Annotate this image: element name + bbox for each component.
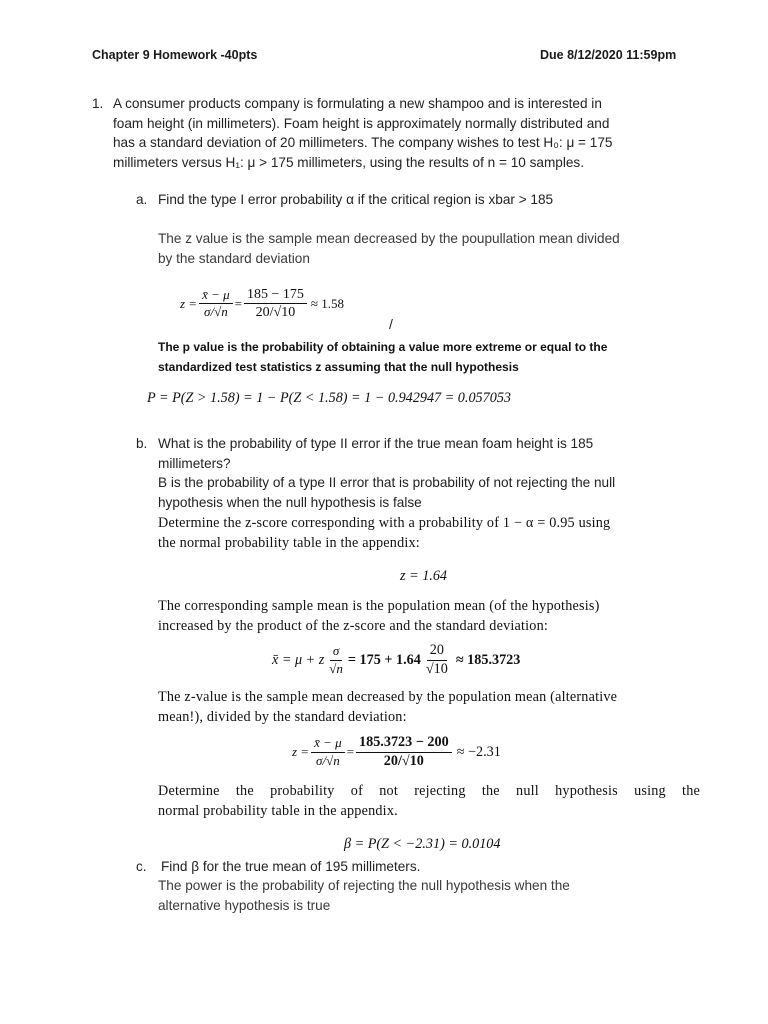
- z-equation-a: [180, 287, 344, 321]
- definition-line: The p value is the probability of obtaining a value more extreme or equal to the: [158, 340, 608, 354]
- z-score-instruction: [158, 513, 610, 553]
- p-equation: P = P(Z > 1.58) = 1 − P(Z < 1.58) = 1 − 0.942947 = 0.057053: [147, 390, 512, 406]
- probability-instruction-line2: normal probability table in the appendix.: [158, 803, 398, 819]
- eq-fraction: [311, 736, 345, 768]
- eq-denominator: σ/√n: [204, 304, 228, 320]
- part-c-marker: c.: [136, 859, 147, 874]
- eq-result: ≈ 185.3723: [455, 651, 521, 668]
- part-c-answer: [158, 876, 570, 915]
- eq-numerator: x̄ − μ: [311, 736, 345, 752]
- instruction-line: The z-value is the sample mean decreased by the population mean (alternative: [158, 689, 618, 705]
- eq-equals: =: [234, 295, 243, 311]
- question-line: millimeters versus H₁: μ > 175 millimeters, using the results of n = 10 samples.: [113, 154, 585, 170]
- prompt-line: millimeters?: [158, 455, 231, 471]
- part-a-explanation: [158, 229, 620, 268]
- eq-result: ≈ −2.31: [456, 743, 501, 760]
- instruction-line: the normal probability table in the appendix:: [158, 535, 420, 551]
- eq-numerator: 20: [427, 643, 447, 661]
- question-line: A consumer products company is formulating a new shampoo and is interested in: [113, 96, 602, 111]
- eq-denominator: 20/√10: [383, 752, 424, 769]
- eq-numerator: 185 − 175: [244, 287, 307, 304]
- p-value-definition: [158, 337, 607, 377]
- answer-line: alternative hypothesis is true: [158, 897, 331, 913]
- eq-result: ≈ 1.58: [310, 295, 345, 311]
- stray-mark: /: [389, 316, 393, 332]
- instruction-line: increased by the product of the z-score and the standard deviation:: [158, 618, 549, 634]
- part-a-prompt: Find the type I error probability α if the critical region is xbar > 185: [158, 192, 554, 207]
- question-line: foam height (in millimeters). Foam height is approximately normally distributed and: [113, 115, 610, 131]
- eq-fraction: [326, 644, 346, 676]
- part-c-prompt: Find β for the true mean of 195 millimeters.: [161, 859, 421, 874]
- answer-line: B is the probability of a type II error that is probability of not rejecting the null: [158, 475, 616, 490]
- eq-fraction: [356, 735, 452, 769]
- eq-lhs: z =: [180, 295, 198, 311]
- z-critical-value: z = 1.64: [400, 568, 448, 584]
- eq-lhs: z =: [292, 744, 310, 760]
- eq-fraction: [244, 287, 307, 321]
- homework-title: Chapter 9 Homework -40pts: [92, 48, 258, 62]
- answer-line: The power is the probability of rejecting the null hypothesis when the: [158, 878, 570, 893]
- eq-numerator: 185.3723 − 200: [356, 735, 452, 753]
- eq-fraction: [199, 288, 233, 320]
- eq-denominator: σ/√n: [316, 752, 340, 768]
- eq-equals: =: [346, 744, 355, 760]
- question-text: [113, 94, 673, 172]
- eq-middle: = 175 + 1.64: [347, 651, 421, 668]
- part-a-marker: a.: [136, 192, 148, 207]
- instruction-line: mean!), divided by the standard deviation:: [158, 709, 407, 725]
- explanation-line: The z value is the sample mean decreased by the poupullation mean divided: [158, 231, 620, 246]
- question-line: has a standard deviation of 20 millimeters. The company wishes to test H₀: μ = 175: [113, 135, 613, 150]
- probability-instruction-line1: Determine the probability of not rejecting the null hypothesis using the: [158, 783, 700, 799]
- eq-numerator: x̄ − μ: [199, 288, 233, 304]
- part-b-marker: b.: [136, 436, 148, 451]
- eq-denominator: √n: [329, 660, 343, 676]
- due-date: Due 8/12/2020 11:59pm: [540, 48, 677, 62]
- part-b-prompt: [158, 434, 615, 512]
- eq-denominator: √10: [425, 660, 448, 677]
- instruction-line: The corresponding sample mean is the population mean (of the hypothesis): [158, 598, 600, 614]
- definition-line: standardized test statistics z assuming that the null hypothesis: [158, 360, 519, 374]
- instruction-line: Determine the z-score corresponding with a probability of 1 − α = 0.95 using: [158, 515, 611, 531]
- eq-lhs: x̄ = μ + z: [272, 651, 325, 668]
- eq-numerator: σ: [330, 644, 342, 660]
- eq-denominator: 20/√10: [255, 305, 296, 321]
- answer-line: hypothesis when the null hypothesis is false: [158, 494, 422, 510]
- z-equation-b: [292, 735, 501, 769]
- explanation-line: by the standard deviation: [158, 250, 310, 266]
- sample-mean-instruction: [158, 596, 600, 636]
- xbar-equation: [272, 643, 520, 677]
- eq-fraction: [423, 643, 451, 677]
- prompt-line: What is the probability of type II error if the true mean foam height is 185: [158, 436, 594, 451]
- beta-equation: β = P(Z < −2.31) = 0.0104: [344, 836, 501, 852]
- z-value-instruction: [158, 687, 617, 727]
- question-number: 1.: [92, 96, 104, 111]
